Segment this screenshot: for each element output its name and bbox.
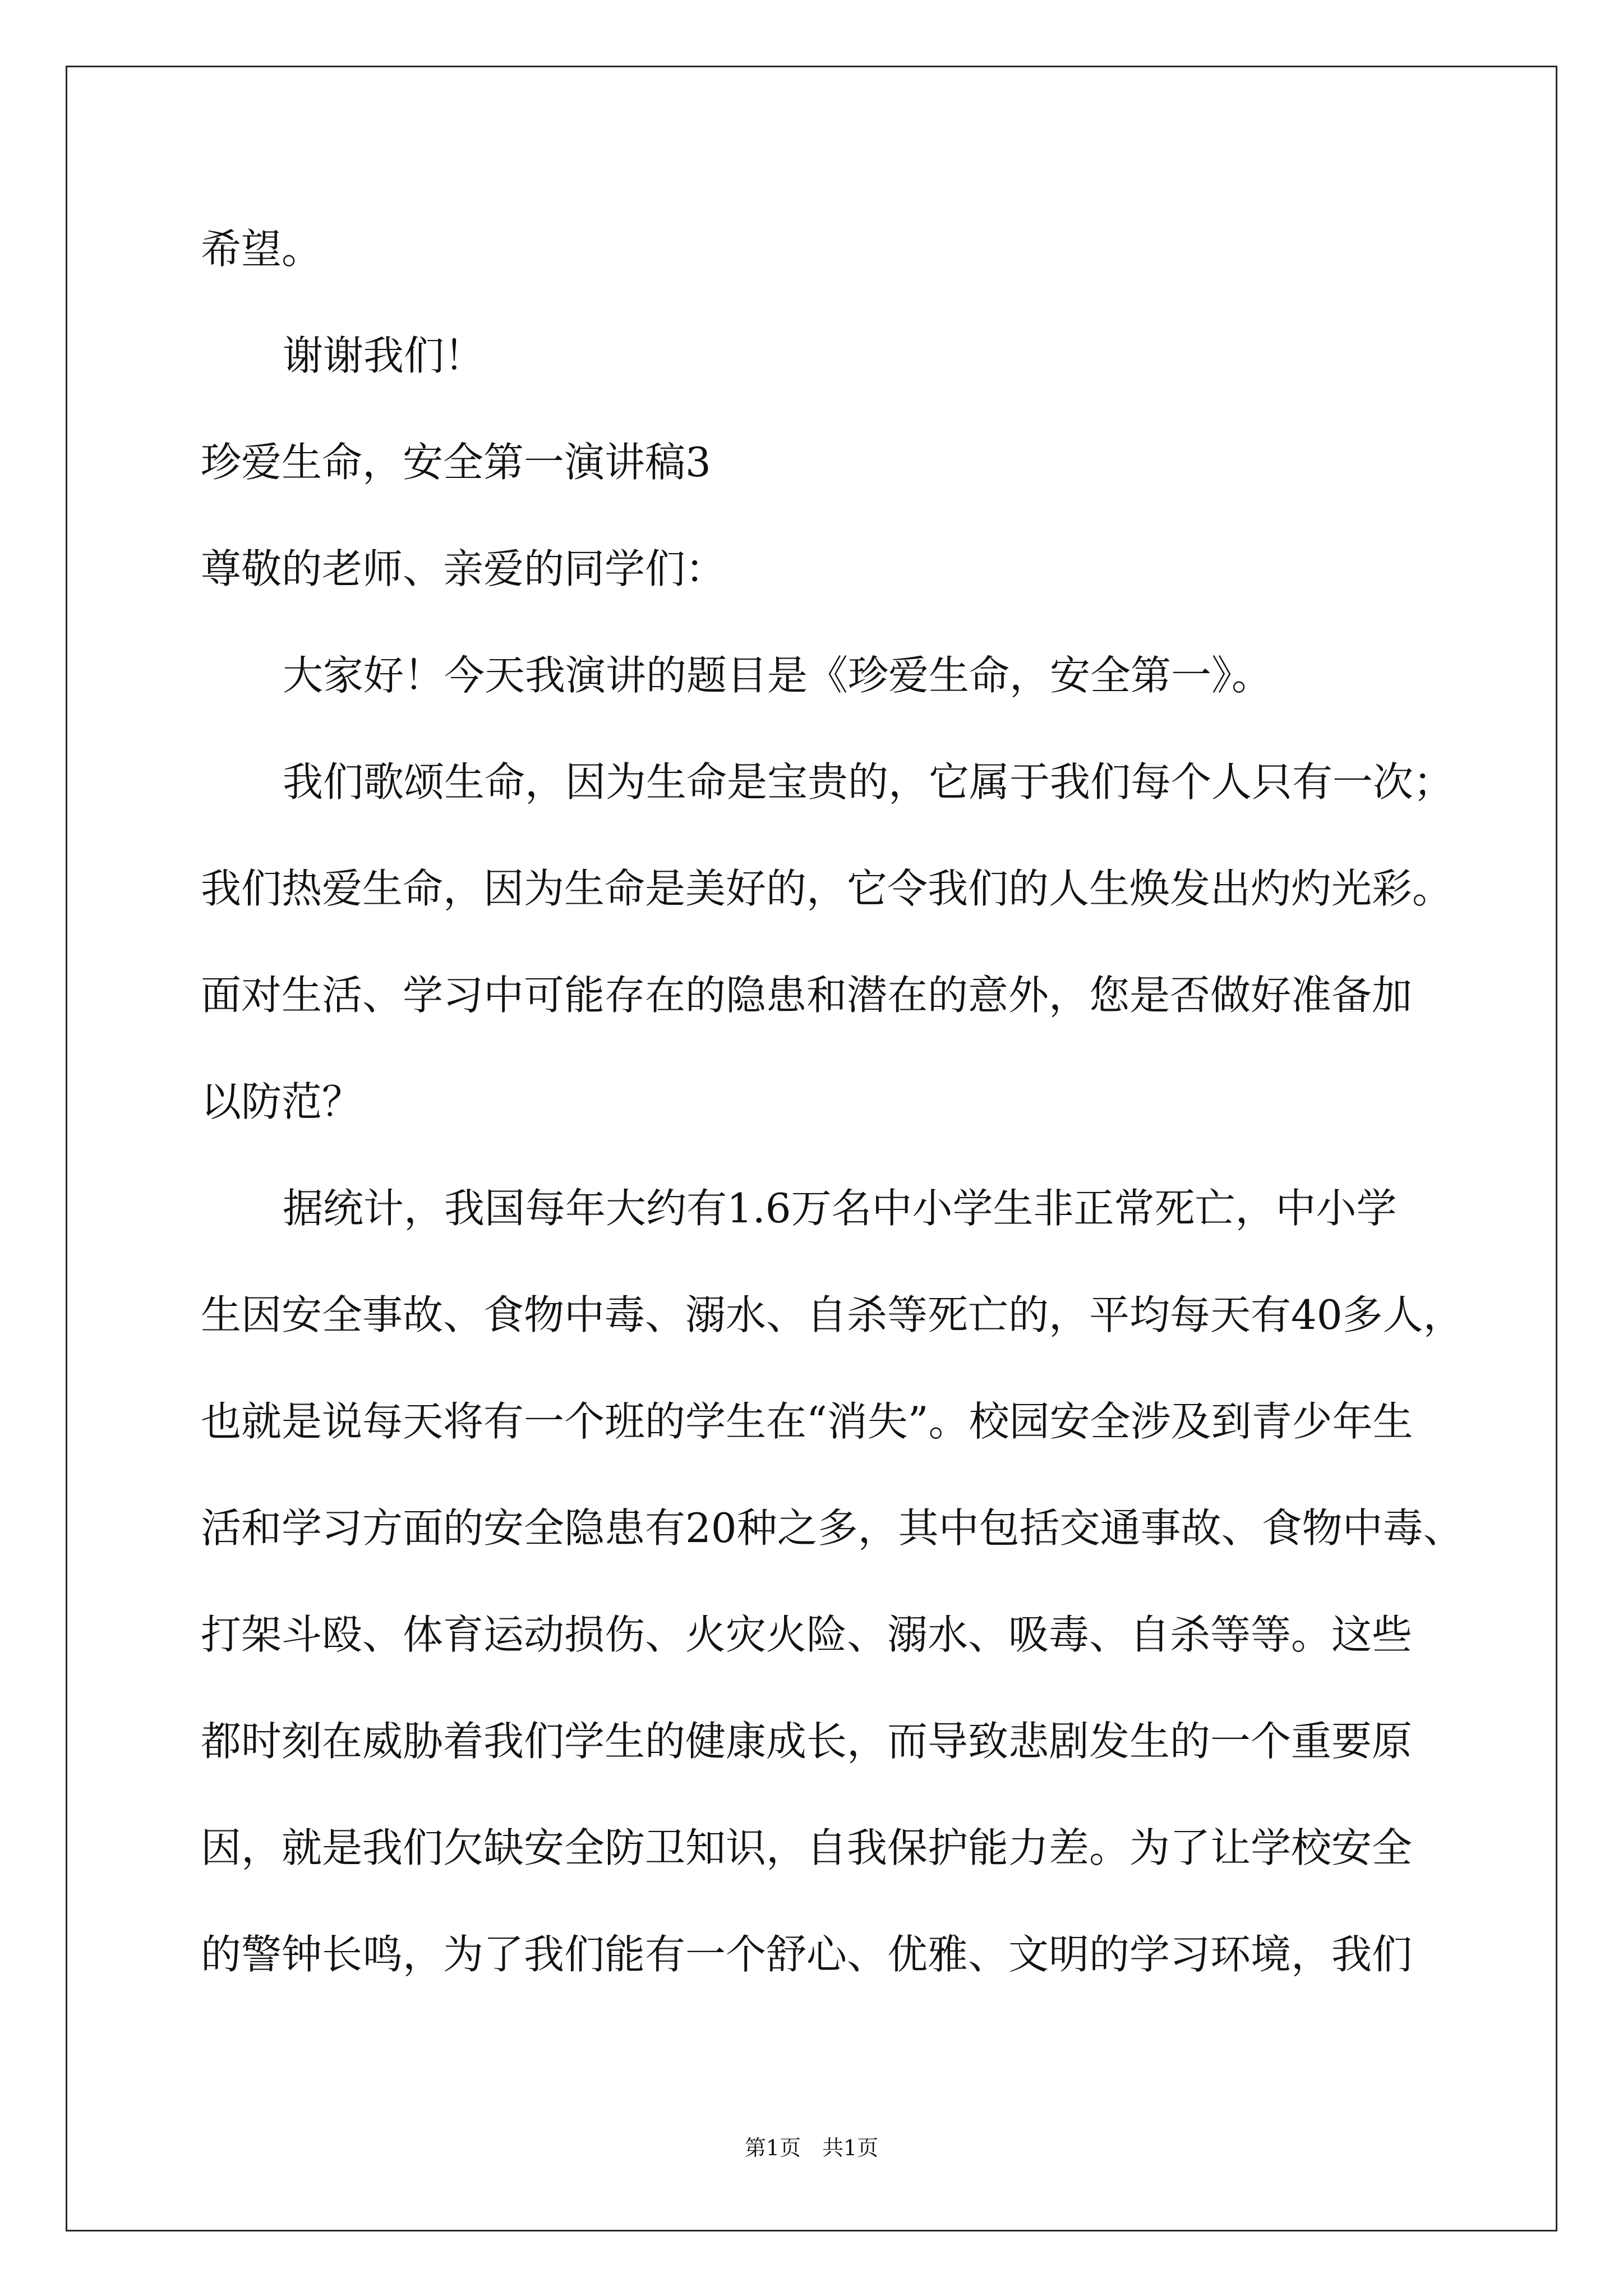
text-line: 都时刻在威胁着我们学生的健康成长，而导致悲剧发生的一个重要原 [201, 1718, 1413, 1765]
text-line: 生因安全事故、食物中毒、溺水、自杀等死亡的，平均每天有40多人， [201, 1291, 1464, 1338]
text-line: 我们热爱生命，因为生命是美好的，它令我们的人生焕发出灼灼光彩。 [201, 865, 1453, 912]
text-line: 面对生活、学习中可能存在的隐患和潜在的意外，您是否做好准备加 [201, 972, 1413, 1019]
text-line: 因，就是我们欠缺安全防卫知识，自我保护能力差。为了让学校安全 [201, 1824, 1413, 1871]
text-line: 也就是说每天将有一个班的学生在“消失”。校园安全涉及到青少年生 [201, 1398, 1413, 1445]
text-line: 活和学习方面的安全隐患有20种之多，其中包括交通事故、食物中毒、 [201, 1504, 1464, 1552]
text-line: 据统计，我国每年大约有1.6万名中小学生非正常死亡，中小学 [283, 1185, 1397, 1232]
text-line: 谢谢我们！ [283, 332, 485, 379]
text-line: 希望。 [201, 226, 322, 273]
text-line: 打架斗殴、体育运动损伤、火灾火险、溺水、吸毒、自杀等等。这些 [201, 1611, 1413, 1658]
page-footer: 第1页 共1页 [744, 2136, 879, 2160]
salutation: 尊敬的老师、亲爱的同学们： [201, 545, 726, 592]
text-line: 以防范？ [201, 1078, 363, 1125]
text-line: 的警钟长鸣，为了我们能有一个舒心、优雅、文明的学习环境，我们 [201, 1931, 1413, 1978]
speech-title: 珍爱生命，安全第一演讲稿3 [201, 439, 711, 486]
text-line: 大家好！今天我演讲的题目是《珍爱生命，安全第一》。 [283, 652, 1272, 699]
text-line: 我们歌颂生命，因为生命是宝贵的，它属于我们每个人只有一次； [283, 758, 1454, 806]
document-body [201, 196, 1491, 2008]
